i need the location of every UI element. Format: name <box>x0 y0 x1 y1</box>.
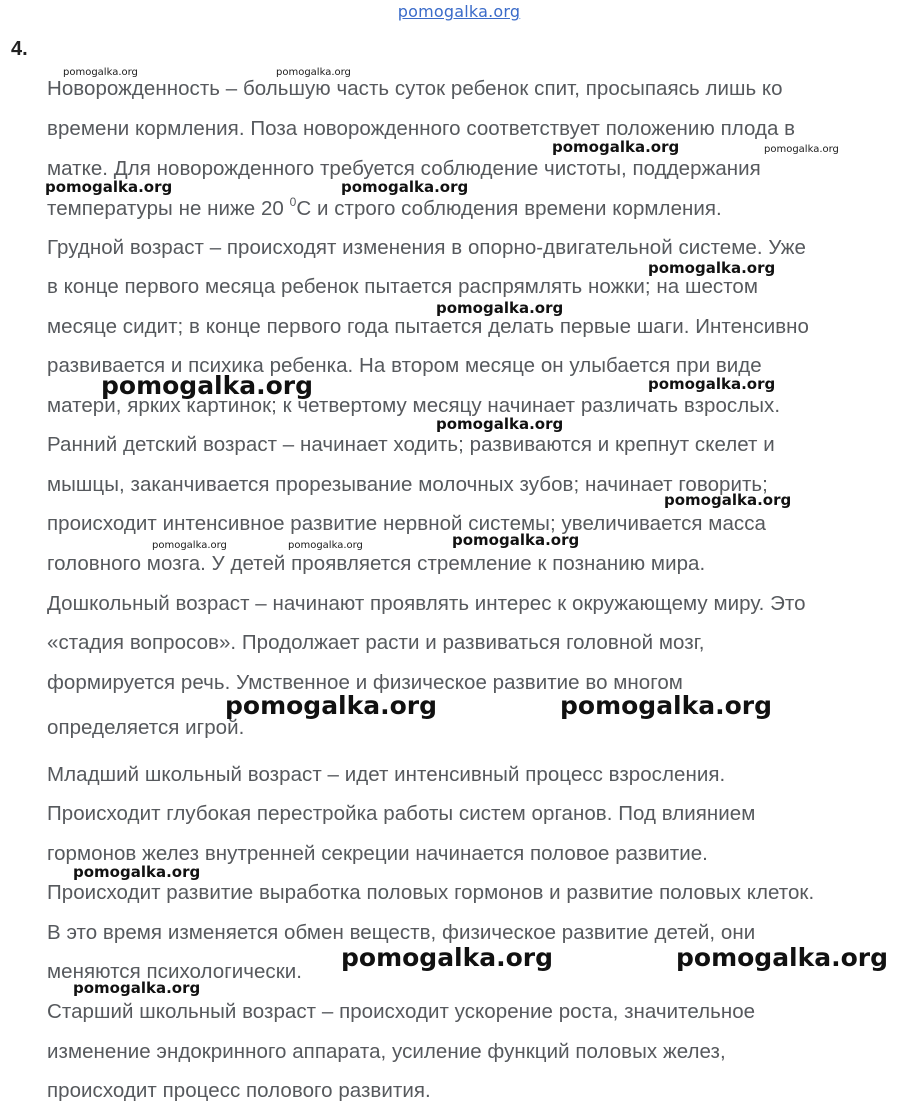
watermark: pomogalka.org <box>764 144 839 155</box>
text-line: формируется речь. Умственное и физическое развитие во многом <box>47 671 683 694</box>
text-line <box>47 197 722 221</box>
site-link[interactable]: pomogalka.org <box>397 2 521 21</box>
watermark: pomogalka.org <box>436 415 564 433</box>
text-line: Грудной возраст – происходят изменения в опорно-двигательной системе. Уже <box>47 236 806 259</box>
text-line: Дошкольный возраст – начинают проявлять интерес к окружающему миру. Это <box>47 592 806 615</box>
watermark: pomogalka.org <box>152 540 227 551</box>
text-line: в конце первого месяца ребенок пытается распрямлять ножки; на шестом <box>47 275 759 298</box>
watermark: pomogalka.org <box>560 691 773 720</box>
watermark: pomogalka.org <box>664 491 792 509</box>
text-line: Ранний детский возраст – начинает ходить; развиваются и крепнут скелет и <box>47 433 775 456</box>
text-line: времени кормления. Поза новорожденного соответствует положению плода в <box>47 117 796 140</box>
text-line: определяется игрой. <box>47 716 245 739</box>
watermark: pomogalka.org <box>101 371 314 400</box>
watermark: pomogalka.org <box>288 540 363 551</box>
text-line: матери, ярких картинок; к четвертому месяцу начинает различать взрослых. <box>47 394 781 417</box>
degree-superscript: 0 <box>289 195 297 209</box>
text-fragment: температуры не ниже 20 <box>47 197 290 220</box>
text-line: Происходит глубокая перестройка работы систем органов. Под влиянием <box>47 802 756 825</box>
text-line: меняются психологически. <box>47 960 302 983</box>
watermark: pomogalka.org <box>225 691 438 720</box>
text-line: матке. Для новорожденного требуется соблюдение чистоты, поддержания <box>47 157 761 180</box>
watermark: pomogalka.org <box>552 138 680 156</box>
text-line: происходит процесс полового развития. <box>47 1079 431 1102</box>
watermark: pomogalka.org <box>648 375 776 393</box>
text-line: гормонов желез внутренней секреции начинается половое развитие. <box>47 842 708 865</box>
text-line: Младший школьный возраст – идет интенсивный процесс взросления. <box>47 763 726 786</box>
text-line: изменение эндокринного аппарата, усиление функций половых желез, <box>47 1040 726 1063</box>
text-line: Новорожденность – большую часть суток ребенок спит, просыпаясь лишь ко <box>47 77 783 100</box>
watermark: pomogalka.org <box>45 178 173 196</box>
watermark: pomogalka.org <box>63 67 138 78</box>
text-line: развивается и психика ребенка. На втором месяце он улыбается при виде <box>47 354 762 377</box>
task-number: 4. <box>11 38 28 60</box>
text-line: В это время изменяется обмен веществ, физическое развитие детей, они <box>47 921 756 944</box>
text-line: «стадия вопросов». Продолжает расти и развиваться головной мозг, <box>47 631 705 654</box>
text-line: происходит интенсивное развитие нервной системы; увеличивается масса <box>47 512 766 535</box>
text-line: мышцы, заканчивается прорезывание молочных зубов; начинает говорить; <box>47 473 768 496</box>
watermark: pomogalka.org <box>73 863 201 881</box>
text-line: Происходит развитие выработка половых гормонов и развитие половых клеток. <box>47 881 815 904</box>
watermark: pomogalka.org <box>648 259 776 277</box>
watermark: pomogalka.org <box>73 979 201 997</box>
text-line: Старший школьный возраст – происходит ускорение роста, значительное <box>47 1000 756 1023</box>
watermark: pomogalka.org <box>452 531 580 549</box>
watermark: pomogalka.org <box>341 943 554 972</box>
watermark: pomogalka.org <box>436 299 564 317</box>
text-line: месяце сидит; в конце первого года пытается делать первые шаги. Интенсивно <box>47 315 810 338</box>
text-fragment: С и строго соблюдения времени кормления. <box>296 197 722 220</box>
text-line: головного мозга. У детей проявляется стремление к познанию мира. <box>47 552 706 575</box>
watermark: pomogalka.org <box>676 943 889 972</box>
watermark: pomogalka.org <box>276 67 351 78</box>
watermark: pomogalka.org <box>341 178 469 196</box>
